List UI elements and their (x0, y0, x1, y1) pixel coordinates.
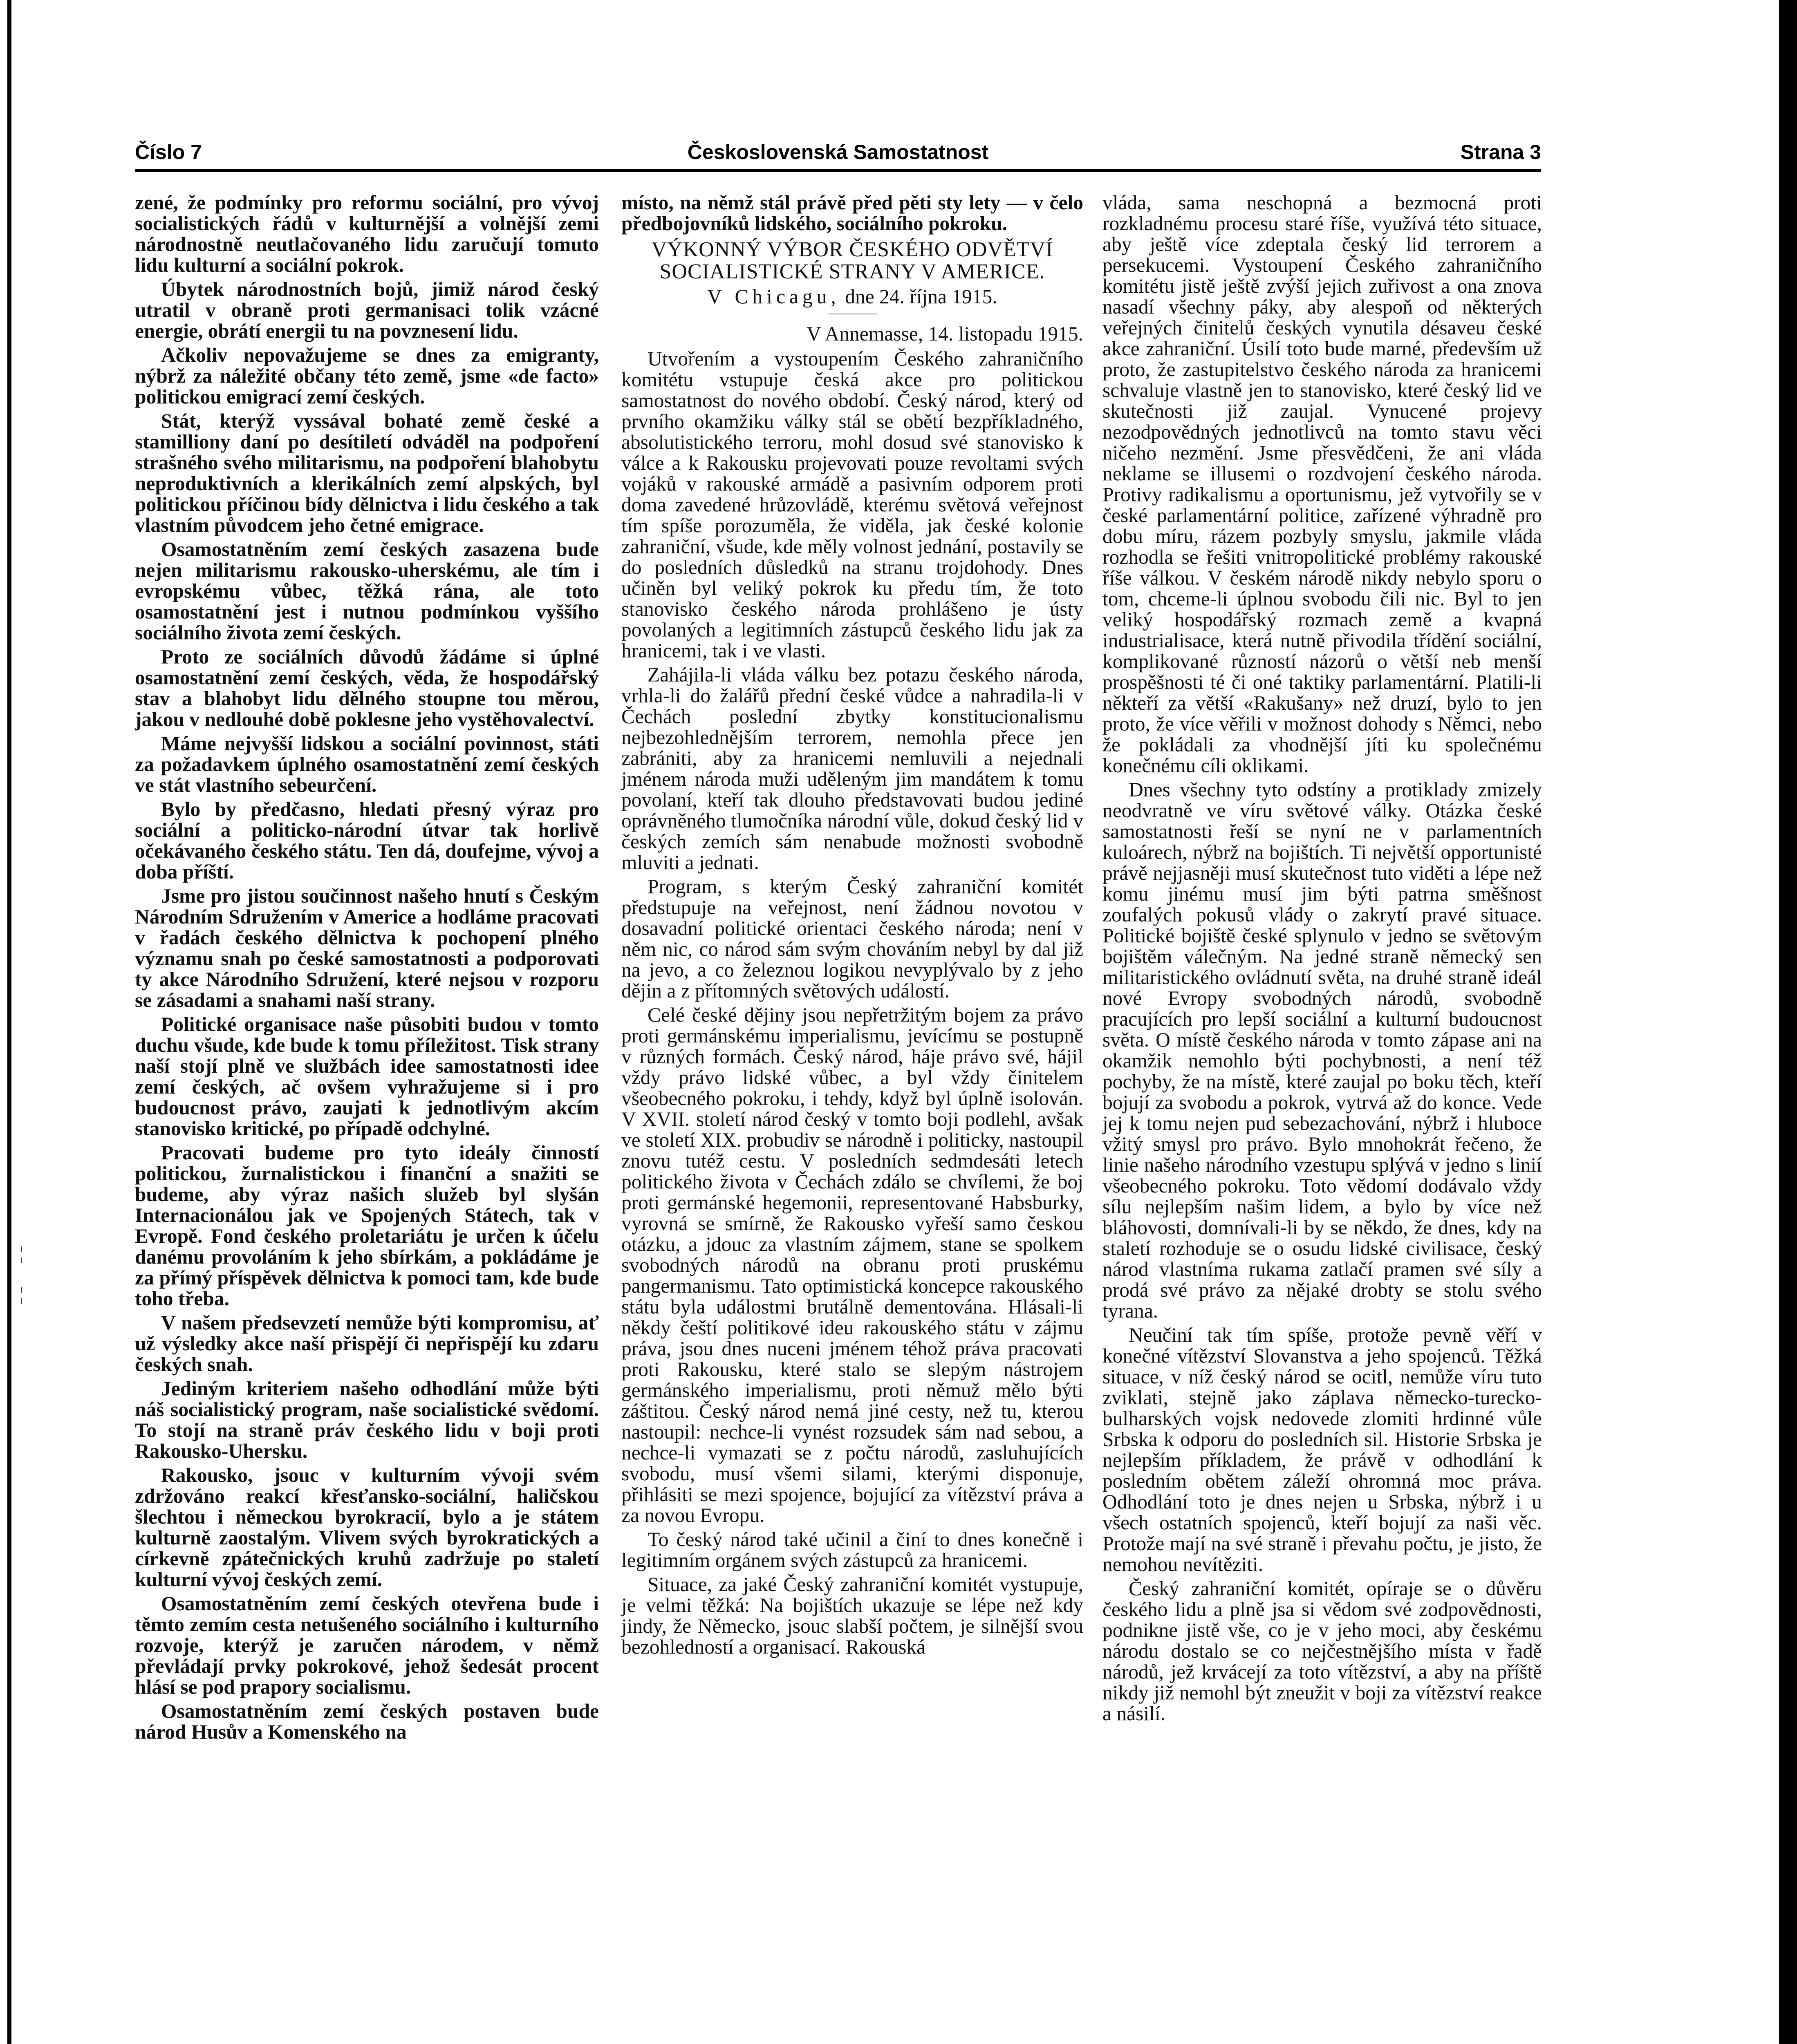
paragraph: Politické organisace naše působiti budou v tomto duchu všude, kde bude k tomu příležitost. Tisk strany naší stojí plně ve službách idee samostatnosti idee zemí českých, ač ovšem vyhražujeme si i pro budoucnost právo, zaujati k jednotlivým akcím stanovisko kritické, po případě odchylné. (135, 1013, 599, 1140)
paragraph: Osamostatněním zemí českých zasazena bude nejen militarismu rakousko-uherskému, ale tím i evropskému vůbec, těžká rána, ale toto osamostatnění jest i nutnou podmínkou vyššího sociálního života zemí českých. (135, 538, 599, 644)
paragraph: Celé české dějiny jsou nepřetržitým bojem za právo proti germánskému imperialismu, jevícímu se postupně v různých formách. Český národ, háje právo své, hájil vždy právo lidské vůbec, a byl vždy činitelem všeobecného pokroku, i tehdy, když byl úplně isolován. V XVII. století národ český v tomto boji podlehl, avšak ve století XIX. probudiv se národně i politicky, nastoupil znovu tutéž cestu. V posledních sedmdesáti letech politického života v Čechách zdálo se chvílemi, že boj proti germánské hegemonii, representované Habsburky, vyrovná se smírně, že Rakousko vyřeší samo českou otázku, a jdouc za vlastním zájmem, stane se spolkem svobodných národů na obranu proti pruskému pangermanismu. Tato optimistická koncepce rakouského státu byla událostmi brutálně dementována. Hlásali-li někdy čeští politikové ideu rakouského státu v zájmu práva, jsou dnes nuceni jménem téhož práva pracovati proti Rakousku, které stalo se slepým nástrojem germánského imperialismu, proti němuž mělo býti záštitou. Český národ nemá jiné cesty, než tu, kterou nastoupil: nechce-li vynést rozsudek sám nad sebou, a nechce-li vymazati se z počtu národů, zasluhujících svobodu, musí všemi silami, kterými disponuje, přihlásiti se mezi spojence, bojující za vítězství práva a za novou Evropu. (621, 1004, 1083, 1526)
paragraph: Jediným kriteriem našeho odhodlání může býti náš socialistický program, naše socialistické svědomí. To stojí na straně práv českého lidu v boji proti Rakousko-Uhersku. (135, 1377, 599, 1462)
paragraph: Český zahraniční komitét, opíraje se o důvěru českého lidu a plně jsa si vědom své zodpovědnosti, podnikne jistě vše, co je v jeho moci, aby českému národu dostalo se co nejčestnějšího místa v řadě národů, jež krvácejí za toto vítězství, a aby na příště nikdy již nemohl být zneužit v boji za vítězství reakce a násilí. (1102, 1577, 1542, 1725)
paragraph: To český národ také učinil a činí to dnes konečně i legitimním orgánem svých zástupců za hranicemi. (621, 1528, 1083, 1571)
paragraph: Program, s kterým Český zahraniční komitét předstupuje na veřejnost, není žádnou novotou v dosavadní politické orientaci českého národa; není v něm nic, co národ sám svým chováním nebyl by dal již na jevo, a co železnou logikou nevyplývalo by z jeho dějin a z přítomných světových událostí. (621, 875, 1083, 1002)
article-dateline: V Annemasse, 14. listopadu 1915. (807, 323, 1083, 345)
paragraph: Osamostatněním zemí českých postaven bude národ Husův a Komenského na (135, 1700, 599, 1743)
paragraph: Utvořením a vystoupením Českého zahraničního komitétu vstupuje česká akce pro politickou samostatnost do nového období. Český národ, který od prvního okamžiku války stál se obětí bezpříkladného, absolutistického terroru, mohl dosud své stanovisko k válce a k Rakousku projevovati pouze revoltami svých vojáků v rakouské armádě a pasivním odporem proti doma zavedené hrůzovládě, kterému světová veřejnost tím spíše porozuměla, že viděla, jak české kolonie zahraniční, všude, kde měly volnost jednání, postavily se do posledních důsledků na stranu trojdohody. Dnes učiněn byl veliký pokrok ku předu tím, že toto stanovisko českého národa prohlášeno je ústy povolaných a legitimních zástupců českého lidu jak za hranicemi, tak i ve vlasti. (621, 347, 1083, 662)
paragraph: místo, na němž stál právě před pěti sty lety — v čelo předbojovníků lidského, sociálního pokroku. (621, 191, 1083, 235)
paragraph: Stát, kterýž vyssával bohaté země české a stamilliony daní po desítiletí odváděl na podpoření strašného svého militarismu, na podpoření blahobytu neproduktivních a klerikálních zemí alpských, byl politickou příčinou bídy dělnictva i lidu českého a tak vlastním původcem jeho četné emigrace. (135, 410, 599, 536)
paragraph: Ačkoliv nepovažujeme se dnes za emigranty, nýbrž za náležité občany této země, jsme «de facto» politickou emigrací zemí českých. (135, 344, 599, 408)
column-1 (135, 192, 599, 1742)
right-scan-border (1779, 0, 1797, 2044)
paragraph: V našem předsevzetí nemůže býti kompromisu, ať už výsledky akce naší přispějí či nepřispějí ku zdaru českých snah. (135, 1311, 599, 1376)
signature-day: dne 24. října 1915. (840, 285, 997, 308)
paragraph: Situace, za jaké Český zahraniční komitét vystupuje, je velmi těžká: Na bojištích ukazuje se lépe než kdy jindy, že Německo, jsouc slabší počtem, je silnější svou bezohledností a organisací. Rakouská (621, 1573, 1083, 1658)
paragraph: Úbytek národnostních bojů, jimiž národ český utratil v obraně proti germanisaci tolik vzácné energie, obrátí energii tu na povznesení lidu. (135, 278, 599, 342)
issue-number: Číslo 7 (135, 141, 202, 164)
header-rule (135, 169, 1541, 172)
paragraph: Proto ze sociálních důvodů žádáme si úplné osamostatnění zemí českých, věda, že hospodářský stav a blahobyt lidu dělného stoupne tou měrou, jakou v nedlouhé době poklesne jeho vystěhovalectví. (135, 645, 599, 731)
page-number: Strana 3 (1460, 141, 1541, 164)
newspaper-title: Československá Samostatnost (687, 141, 989, 164)
margin-mark: ¦ (20, 1284, 23, 1304)
signature-heading: VÝKONNÝ VÝBOR ČESKÉHO ODVĚTVÍ SOCIALISTICKÉ STRANY V AMERICE. (651, 238, 1053, 283)
paragraph: Zahájila-li vláda válku bez potazu českého národa, vrhla-li do žalářů přední české vůdce a nahradila-li v Čechách poslední zbytky konstitucionalismu nejbezohlednějším terrorem, nemohla přece jen zabrániti, aby za hranicemi nemluvili a nejednali jménem národa muži uděleným jim mandátem k tomu povolaní, kteří tak dlouho představovati budou jediné oprávněného tlumočníka národní vůle, dokud český lid v českých zemích sám nenabude možnosti svobodně mluviti a jednati. (621, 663, 1083, 874)
article-ending (621, 192, 1083, 234)
signature-date (621, 286, 1083, 307)
paragraph: Neučiní tak tím spíše, protože pevně věří v konečné vítězství Slovanstva a jeho spojenců. Těžká situace, v níž český národ se ocitl, nemůže víru tuto zviklati, stejně jako záplava německo-turecko-bulharských vojsk nedovede zlomiti hrdinné vůle Srbska k odporu do posledních sil. Historie Srbska je nejlepším příkladem, že právě v odhodlání k posledním obětem záleží ohromná moc práva. Odhodlání toto je dnes nejen u Srbska, nýbrž i u všech ostatních spojenců, kteří bojují za naši věc. Protože mají na své straně i převahu počtu, je jisto, že nemohou nevítěziti. (1102, 1324, 1542, 1576)
paragraph: Rakousko, jsouc v kulturním vývoji svém zdržováno reakcí křesťansko-sociální, haličskou šlechtou i německou byrokracií, bylo a je státem kulturně zaostalým. Vlivem svých byrokratických a církevně zpátečnických kruhů zadržuje po staletí kulturní vývoj českých zemí. (135, 1464, 599, 1591)
left-scan-border (7, 0, 11, 2044)
paragraph: Máme nejvyšší lidskou a sociální povinnost, státi za požadavkem úplného osamostatnění zemí českých ve stát vlastního sebeurčení. (135, 732, 599, 796)
page-header (135, 140, 1541, 173)
paragraph: Dnes všechny tyto odstíny a protiklady zmizely neodvratně ve víru světové války. Otázka české samostatnosti řeší se nyní ne v parlamentních kuloárech, nýbrž na bojištích. Ti největší opportunisté právě nejjasněji musí skutečnost tuto viděti a lépe než komu jinému musí jim býti patrna směšnost zoufalých pokusů vlády o zakrytí pravé situace. Politické bojiště české splynulo v jedno se světovým bojištěm válečným. Na jedné straně německý sen militaristického ovládnutí světa, na druhé straně ideál nové Evropy svobodných národů, svobodně pracujících pro lepší sociální a kulturní budoucnost světa. O místě českého národa v tomto zápase ani na okamžik nemohlo býti pochybnosti, a není též pochyby, že na místě, které zaujal po boku těch, kteří bojují za svobodu a pokrok, vytrvá až do konce. Vede jej k tomu nejen pud sebezachování, nýbrž i hluboce vžitý smysl pro právo. Bylo mnohokrát řečeno, že linie našeho národního vzestupu splývá v jedno s linií všeobecného pokroku. Toto vědomí dodávalo vždy sílu nejlepším našim lidem, a bylo by více než bláhovosti, domnívali-li by se někdo, že dnes, kdy na staletí rozhoduje se o osudu lidské civilisace, český národ vlastníma rukama zatlačí pramen své síly a prodá své právo za nějaké drobty se stolu svého tyrana. (1102, 778, 1542, 1322)
paragraph: Bylo by předčasno, hledati přesný výraz pro sociální a politicko-národní útvar tak horlivě očekávaného českého státu. Ten dá, doufejme, vývoj a doba příští. (135, 798, 599, 883)
paragraph: Jsme pro jistou součinnost našeho hnutí s Českým Národním Sdružením v Americe a hodláme pracovati v řadách českého dělnictva k pochopení plného významu snah po české samostatnosti a podporovati ty akce Národního Sdružení, které nejsou v rozporu se zásadami a snahami naší strany. (135, 885, 599, 1011)
paragraph: zené, že podmínky pro reformu sociální, pro vývoj socialistických řádů v kulturnější a volnější zemi národnostně neutlačovaného lidu zaručují tomuto lidu kulturní a sociální pokrok. (135, 191, 599, 276)
paragraph: vláda, sama neschopná a bezmocná proti rozkladnému procesu staré říše, využívá této situace, aby ještě více zdeptala český lid terrorem a persekucemi. Vystoupení Českého zahraničního komitétu jistě ještě zvýší jejich zuřivost a ona znova nasadí všechny páky, aby alespoň od některých veřejných činitelů českých vynutila désaveu české akce zahraniční. Úsilí toto bude marné, především už proto, že zastupitelstvo českého národa za hranicemi schvaluje vlastně jen to stanovisko, které český lid ve skutečnosti již zaujal. Vynucené projevy nezodpovědných jednotlivců na tomto stavu věci ničeho nezmění. Jsme přesvědčeni, že ani vláda neklame se illusemi o rozdvojení českého národa. Protivy radikalismu a oportunismu, jež vytvořily se v české parlamentární politice, zařízené výhradně pro dobu míru, rázem pozbyly smyslu, jakmile vláda rozhodla se řešiti vnitropolitické problémy rakouské říše válkou. V českém národě nikdy nebylo sporu o tom, chceme-li úplnou svobodu čili nic. Byl to jen veliký hospodářský rozmach země a kvapná industrialisace, která nutně přivodila třídění sociální, komplikované růzností názorů o větší neb menší prospěšnosti té či oné taktiky parlamentární. Platili-li někteří za větší «Rakušany» než druzí, bylo to jen proto, že více věřili v možnost dohody s Němci, nebo že pokládali za vhodnější jíti ku společnému konečnému cíli oklikami. (1102, 191, 1542, 777)
margin-mark: ¦ (20, 1243, 23, 1263)
paragraph: Pracovati budeme pro tyto ideály činností politickou, žurnalistickou i finanční a snažiti se budeme, aby výraz našich služeb byl slyšán Internacionálou jak ve Spojených Státech, tak v Evropě. Fond českého proletariátu je určen k účelu danému provoláním k jeho sbírkám, a pokládáme je za přímý příspěvek dělnictva k pomoci tam, kde bude toho třeba. (135, 1141, 599, 1310)
paragraph: Osamostatněním zemí českých otevřena bude i těmto zemím cesta netušeného sociálního i kulturního rozvoje, kterýž je zaručen národem, v němž převládají prvky pokrokové, jehož šedesát procent hlásí se pod prapory socialismu. (135, 1592, 599, 1698)
column-3 (1102, 192, 1542, 1724)
signature-place: V Chicagu, (707, 285, 840, 308)
column-2 (621, 192, 1083, 1657)
